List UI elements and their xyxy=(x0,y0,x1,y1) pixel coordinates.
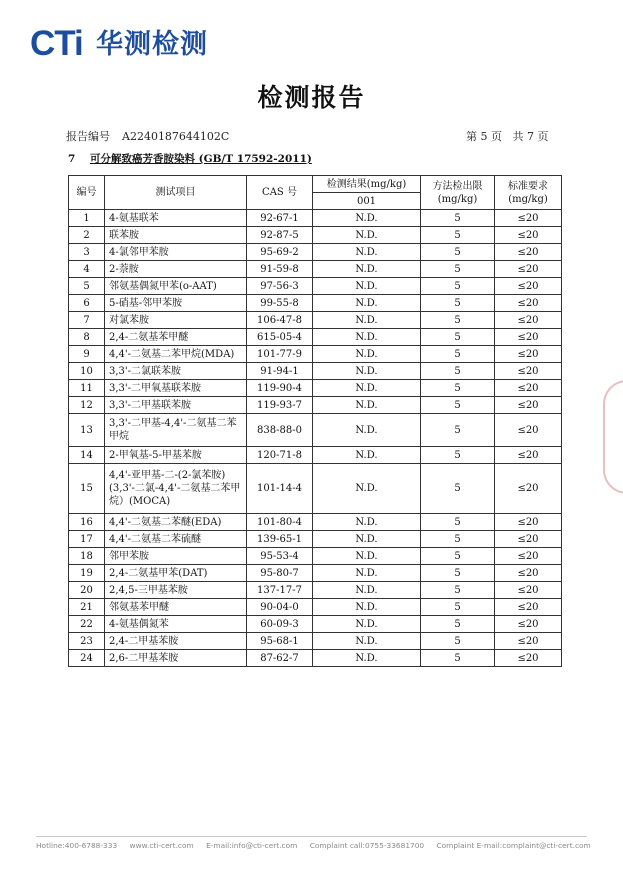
table-row xyxy=(69,616,562,633)
cell-item: 4-氯邻甲苯胺 xyxy=(105,244,247,261)
cell-mdl: 5 xyxy=(421,565,495,582)
cell-limit: ≤20 xyxy=(495,582,562,599)
cell-limit: ≤20 xyxy=(495,363,562,380)
footer-email: E-mail:info@cti-cert.com xyxy=(206,841,298,850)
cell-no: 11 xyxy=(69,380,105,397)
cell-result: N.D. xyxy=(313,244,421,261)
cell-cas: 95-69-2 xyxy=(247,244,313,261)
table-row xyxy=(69,582,562,599)
header-mdl-line2: (mg/kg) xyxy=(437,193,478,205)
cell-mdl: 5 xyxy=(421,633,495,650)
cell-cas: 838-88-0 xyxy=(247,414,313,447)
cell-result: N.D. xyxy=(313,531,421,548)
cell-item: 2,4-二甲基苯胺 xyxy=(105,633,247,650)
table-row xyxy=(69,295,562,312)
cell-no: 4 xyxy=(69,261,105,278)
cell-no: 24 xyxy=(69,650,105,667)
cell-no: 23 xyxy=(69,633,105,650)
table-row xyxy=(69,346,562,363)
cell-item: 2,6-二甲基苯胺 xyxy=(105,650,247,667)
cell-result: N.D. xyxy=(313,514,421,531)
cell-no: 8 xyxy=(69,329,105,346)
header-no: 编号 xyxy=(69,176,105,210)
cell-limit: ≤20 xyxy=(495,261,562,278)
cell-mdl: 5 xyxy=(421,210,495,227)
table-row xyxy=(69,599,562,616)
cell-cas: 99-55-8 xyxy=(247,295,313,312)
cell-mdl: 5 xyxy=(421,582,495,599)
cell-cas: 60-09-3 xyxy=(247,616,313,633)
cell-limit: ≤20 xyxy=(495,312,562,329)
table-row xyxy=(69,548,562,565)
table-row xyxy=(69,464,562,514)
cell-item: 联苯胺 xyxy=(105,227,247,244)
header-limit-line1: 标准要求 xyxy=(508,180,548,192)
cell-cas: 91-59-8 xyxy=(247,261,313,278)
cell-mdl: 5 xyxy=(421,464,495,514)
cell-mdl: 5 xyxy=(421,261,495,278)
cell-cas: 119-90-4 xyxy=(247,380,313,397)
cell-limit: ≤20 xyxy=(495,397,562,414)
cell-result: N.D. xyxy=(313,227,421,244)
cell-result: N.D. xyxy=(313,616,421,633)
table-row xyxy=(69,397,562,414)
cell-cas: 87-62-7 xyxy=(247,650,313,667)
cell-cas: 97-56-3 xyxy=(247,278,313,295)
cell-mdl: 5 xyxy=(421,329,495,346)
cell-limit: ≤20 xyxy=(495,514,562,531)
cell-item: 3,3'-二氯联苯胺 xyxy=(105,363,247,380)
table-row xyxy=(69,531,562,548)
footer-complaint-call: Complaint call:0755-33681700 xyxy=(309,841,425,850)
cell-limit: ≤20 xyxy=(495,464,562,514)
cell-result: N.D. xyxy=(313,565,421,582)
cell-mdl: 5 xyxy=(421,514,495,531)
footer-complaint-email: Complaint E-mail:complaint@cti-cert.com xyxy=(436,841,591,850)
report-number xyxy=(66,129,229,145)
cell-mdl: 5 xyxy=(421,363,495,380)
cell-limit: ≤20 xyxy=(495,329,562,346)
cell-result: N.D. xyxy=(313,261,421,278)
cell-mdl: 5 xyxy=(421,227,495,244)
cell-mdl: 5 xyxy=(421,616,495,633)
cell-cas: 101-77-9 xyxy=(247,346,313,363)
section-title: 可分解致癌芳香胺染料 (GB/T 17592-2011) xyxy=(90,153,312,165)
table-row xyxy=(69,633,562,650)
cell-no: 17 xyxy=(69,531,105,548)
cell-mdl: 5 xyxy=(421,397,495,414)
cell-item: 2,4-二氨基甲苯(DAT) xyxy=(105,565,247,582)
logo-chinese-name: 华测检测 xyxy=(96,29,208,60)
cell-mdl: 5 xyxy=(421,447,495,464)
cell-limit: ≤20 xyxy=(495,380,562,397)
cell-cas: 101-14-4 xyxy=(247,464,313,514)
cell-item: 2,4-二氨基苯甲醚 xyxy=(105,329,247,346)
table-row xyxy=(69,414,562,447)
cell-no: 1 xyxy=(69,210,105,227)
cell-result: N.D. xyxy=(313,278,421,295)
cell-no: 20 xyxy=(69,582,105,599)
table-row xyxy=(69,261,562,278)
seal-stamp xyxy=(603,380,623,494)
cell-cas: 101-80-4 xyxy=(247,514,313,531)
header-mdl-line1: 方法检出限 xyxy=(432,180,483,192)
cell-item: 邻甲苯胺 xyxy=(105,548,247,565)
report-number-label: 报告编号 xyxy=(66,130,110,143)
header-mdl xyxy=(421,176,495,210)
table-row xyxy=(69,227,562,244)
cell-no: 16 xyxy=(69,514,105,531)
cell-limit: ≤20 xyxy=(495,244,562,261)
table-row xyxy=(69,363,562,380)
cell-result: N.D. xyxy=(313,363,421,380)
cell-cas: 91-94-1 xyxy=(247,363,313,380)
section-heading xyxy=(68,151,312,167)
cell-limit: ≤20 xyxy=(495,599,562,616)
cell-no: 12 xyxy=(69,397,105,414)
footer-hotline: Hotline:400-6788-333 xyxy=(36,841,118,850)
cell-cas: 106-47-8 xyxy=(247,312,313,329)
cell-cas: 95-53-4 xyxy=(247,548,313,565)
cell-no: 22 xyxy=(69,616,105,633)
table-row xyxy=(69,329,562,346)
cell-item: 3,3'-二甲基-4,4'-二氨基二苯甲烷 xyxy=(105,414,247,447)
cell-mdl: 5 xyxy=(421,312,495,329)
cell-item: 4,4'-亚甲基-二-(2-氯苯胺)(3,3'-二氯-4,4'-二氨基二苯甲烷）(MOCA) xyxy=(105,464,247,514)
cell-limit: ≤20 xyxy=(495,227,562,244)
cell-item: 4,4'-二氨基二苯硫醚 xyxy=(105,531,247,548)
logo-wordmark: CTi xyxy=(30,24,83,63)
cell-no: 2 xyxy=(69,227,105,244)
cell-item: 4-氨基联苯 xyxy=(105,210,247,227)
cell-no: 10 xyxy=(69,363,105,380)
cell-mdl: 5 xyxy=(421,599,495,616)
table-row xyxy=(69,380,562,397)
table-row xyxy=(69,210,562,227)
cell-no: 9 xyxy=(69,346,105,363)
cell-item: 3,3'-二甲氧基联苯胺 xyxy=(105,380,247,397)
cell-limit: ≤20 xyxy=(495,633,562,650)
page-info: 第 5 页 共 7 页 xyxy=(466,130,549,143)
cell-no: 14 xyxy=(69,447,105,464)
cell-result: N.D. xyxy=(313,295,421,312)
cell-limit: ≤20 xyxy=(495,565,562,582)
table-row xyxy=(69,650,562,667)
results-table-body xyxy=(69,210,562,667)
cell-result: N.D. xyxy=(313,650,421,667)
cell-limit: ≤20 xyxy=(495,531,562,548)
report-number-value: A2240187644102C xyxy=(122,130,230,143)
table-row xyxy=(69,244,562,261)
cell-cas: 92-87-5 xyxy=(247,227,313,244)
cell-cas: 95-80-7 xyxy=(247,565,313,582)
table-row xyxy=(69,312,562,329)
footer-website: www.cti-cert.com xyxy=(129,841,194,850)
cell-limit: ≤20 xyxy=(495,447,562,464)
header-item: 测试项目 xyxy=(105,176,247,210)
cell-item: 对氯苯胺 xyxy=(105,312,247,329)
cell-item: 4-氨基偶氮苯 xyxy=(105,616,247,633)
cell-no: 7 xyxy=(69,312,105,329)
cell-mdl: 5 xyxy=(421,380,495,397)
cell-mdl: 5 xyxy=(421,531,495,548)
cell-no: 13 xyxy=(69,414,105,447)
cell-result: N.D. xyxy=(313,464,421,514)
table-row xyxy=(69,514,562,531)
cell-mdl: 5 xyxy=(421,346,495,363)
cell-result: N.D. xyxy=(313,447,421,464)
cell-mdl: 5 xyxy=(421,414,495,447)
cell-limit: ≤20 xyxy=(495,650,562,667)
cell-item: 邻氨基偶氮甲苯(o-AAT) xyxy=(105,278,247,295)
table-row xyxy=(69,447,562,464)
cell-item: 邻氨基苯甲醚 xyxy=(105,599,247,616)
header-limit xyxy=(495,176,562,210)
footer-divider xyxy=(36,836,587,837)
cell-limit: ≤20 xyxy=(495,346,562,363)
results-table xyxy=(68,175,562,667)
cell-result: N.D. xyxy=(313,548,421,565)
cell-mdl: 5 xyxy=(421,278,495,295)
cell-item: 2,4,5-三甲基苯胺 xyxy=(105,582,247,599)
section-number: 7 xyxy=(68,153,76,165)
cell-item: 3,3'-二甲基联苯胺 xyxy=(105,397,247,414)
cell-cas: 119-93-7 xyxy=(247,397,313,414)
cell-mdl: 5 xyxy=(421,295,495,312)
cell-limit: ≤20 xyxy=(495,210,562,227)
cell-result: N.D. xyxy=(313,599,421,616)
cell-no: 21 xyxy=(69,599,105,616)
cell-result: N.D. xyxy=(313,414,421,447)
cell-cas: 120-71-8 xyxy=(247,447,313,464)
cell-cas: 90-04-0 xyxy=(247,599,313,616)
cell-limit: ≤20 xyxy=(495,278,562,295)
cell-mdl: 5 xyxy=(421,548,495,565)
cell-result: N.D. xyxy=(313,397,421,414)
cell-cas: 92-67-1 xyxy=(247,210,313,227)
cell-item: 2-甲氧基-5-甲基苯胺 xyxy=(105,447,247,464)
cell-result: N.D. xyxy=(313,346,421,363)
cell-no: 6 xyxy=(69,295,105,312)
report-title: 检测报告 xyxy=(257,83,366,112)
cell-result: N.D. xyxy=(313,582,421,599)
cell-result: N.D. xyxy=(313,633,421,650)
cell-cas: 139-65-1 xyxy=(247,531,313,548)
cell-no: 3 xyxy=(69,244,105,261)
header-cas: CAS 号 xyxy=(247,176,313,210)
cell-item: 5-硝基-邻甲苯胺 xyxy=(105,295,247,312)
header-sample: 001 xyxy=(313,193,421,210)
footer xyxy=(36,840,596,852)
table-row xyxy=(69,278,562,295)
cell-result: N.D. xyxy=(313,312,421,329)
cell-item: 4,4'-二氨基二苯醚(EDA) xyxy=(105,514,247,531)
cell-no: 5 xyxy=(69,278,105,295)
cell-mdl: 5 xyxy=(421,244,495,261)
cell-no: 18 xyxy=(69,548,105,565)
cell-limit: ≤20 xyxy=(495,548,562,565)
cell-no: 15 xyxy=(69,464,105,514)
cell-result: N.D. xyxy=(313,329,421,346)
cell-item: 2-萘胺 xyxy=(105,261,247,278)
cell-mdl: 5 xyxy=(421,650,495,667)
header-result: 检测结果(mg/kg) xyxy=(313,176,421,193)
cell-cas: 95-68-1 xyxy=(247,633,313,650)
cell-result: N.D. xyxy=(313,380,421,397)
cell-cas: 615-05-4 xyxy=(247,329,313,346)
cell-cas: 137-17-7 xyxy=(247,582,313,599)
table-row xyxy=(69,565,562,582)
cell-result: N.D. xyxy=(313,210,421,227)
cell-limit: ≤20 xyxy=(495,414,562,447)
cell-limit: ≤20 xyxy=(495,295,562,312)
header-limit-line2: (mg/kg) xyxy=(508,193,548,205)
cell-item: 4,4'-二氨基二苯甲烷(MDA) xyxy=(105,346,247,363)
cell-no: 19 xyxy=(69,565,105,582)
cell-limit: ≤20 xyxy=(495,616,562,633)
